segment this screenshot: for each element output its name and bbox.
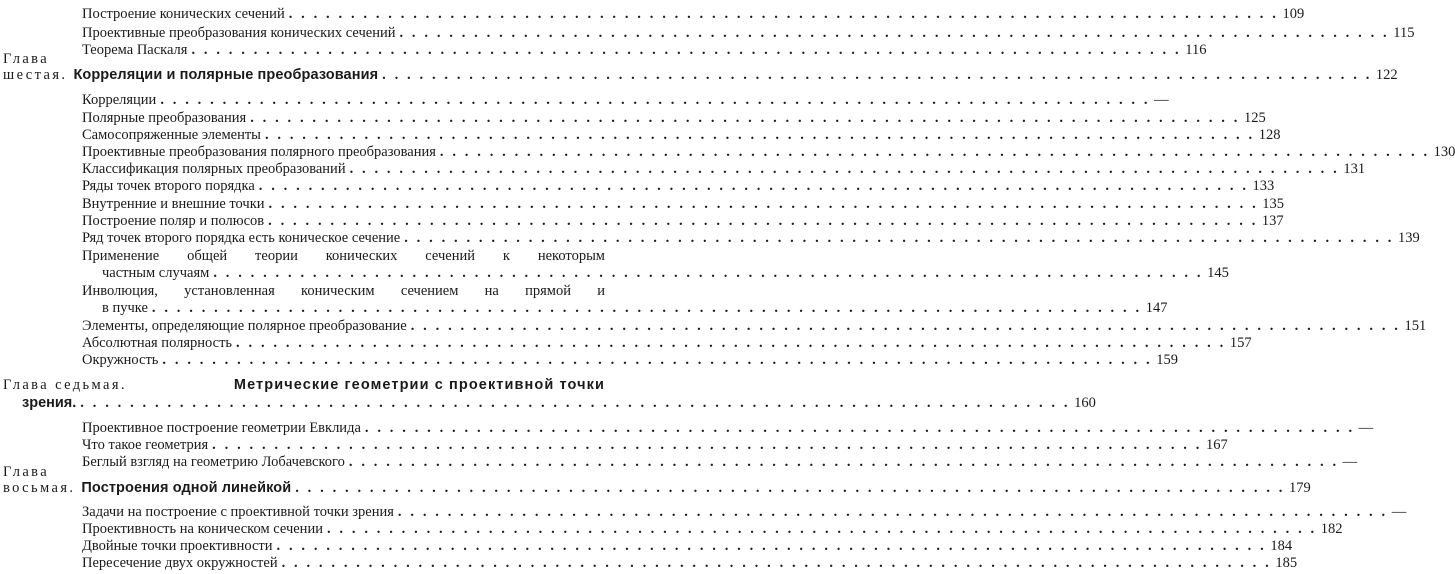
entry-title[interactable]: Проективные преобразования полярного преобразования — [82, 144, 436, 160]
dot-leader: . . . . . . . . . . . . . . . . . . . . . . . . . . . . . . . . . . . . . . . . . . . . . . . . . . . . . . . . . . . . . . . . . . . . . . . . . . . . . . . . — [236, 335, 1226, 351]
dot-leader: . . . . . . . . . . . . . . . . . . . . . . . . . . . . . . . . . . . . . . . . . . . . . . . . . . . . . . . . . . . . . . . . . . . . . . . . . . . . . . . . — [349, 161, 1340, 177]
page-number: 109 — [1282, 6, 1305, 22]
entry-title[interactable]: Инволюция, установленная коническим сечением на прямой и — [82, 283, 605, 299]
page-number: 157 — [1229, 335, 1252, 351]
dot-leader: . . . . . . . . . . . . . . . . . . . . . . . . . . . . . . . . . . . . . . . . . . . . . . . . . . . . . . . . . . . . . . . . . . . . . . . . . . . . . . . . — [212, 437, 1202, 453]
dot-leader: . . . . . . . . . . . . . . . . . . . . . . . . . . . . . . . . . . . . . . . . . . . . . . . . . . . . . . . . . . . . . . . . . . . . . . . . . . . . . . . . — [151, 300, 1142, 316]
entry-title[interactable]: Абсолютная полярность — [82, 335, 233, 351]
entry-title[interactable]: Ряды точек второго порядка — [82, 178, 255, 194]
page-number: 139 — [1398, 230, 1420, 246]
toc-entry — [0, 2, 1305, 22]
dot-leader: . . . . . . . . . . . . . . . . . . . . . . . . . . . . . . . . . . . . . . . . . . . . . . . . . . . . . . . . . . . . . . . . . . . . . . . . . . . . . . . . — [397, 504, 1388, 520]
entry-title[interactable]: Корреляции — [82, 92, 157, 108]
dot-leader: . . . . . . . . . . . . . . . . . . . . . . . . . . . . . . . . . . . . . . . . . . . . . . . . . . . . . . . . . . . . . . . . . . . . . . . . . . . . . . . . — [295, 480, 1286, 496]
dot-leader: . . . . . . . . . . . . . . . . . . . . . . . . . . . . . . . . . . . . . . . . . . . . . . . . . . . . . . . . . . . . . . . . . . . . . . . . . . . . . . . . — [326, 521, 1317, 537]
entry-title[interactable]: Двойные точки проективности — [82, 538, 273, 554]
entry-title-cont[interactable]: в пучке — [102, 300, 148, 316]
entry-title[interactable]: Беглый взгляд на геометрию Лобачевского — [82, 454, 345, 470]
chapter-label: Глава шестая. — [3, 51, 68, 83]
entry-title[interactable]: Что такое геометрия — [82, 437, 209, 453]
entry-title[interactable]: Задачи на построение с проективной точки зрения — [82, 504, 394, 520]
dot-leader: . . . . . . . . . . . . . . . . . . . . . . . . . . . . . . . . . . . . . . . . . . . . . . . . . . . . . . . . . . . . . . . . . . . . . . . . . . . . . . . . — [399, 25, 1390, 41]
entry-title[interactable]: Построение конических сечений — [82, 6, 285, 22]
dot-leader: . . . . . . . . . . . . . . . . . . . . . . . . . . . . . . . . . . . . . . . . . . . . . . . . . . . . . . . . . . . . . . . . . . . . . . . . . . . . . . . . — [281, 555, 1272, 571]
page-number: 135 — [1262, 196, 1285, 212]
dot-leader: . . . . . . . . . . . . . . . . . . . . . . . . . . . . . . . . . . . . . . . . . . . . . . . . . . . . . . . . . . . . . . . . . . . . . . . . . . . . . . . . — [268, 213, 1258, 229]
dot-leader: . . . . . . . . . . . . . . . . . . . . . . . . . . . . . . . . . . . . . . . . . . . . . . . . . . . . . . . . . . . . . . . . . . . . . . . . . . . . . . . . — [382, 67, 1372, 83]
page-number: 184 — [1270, 538, 1293, 554]
toc-entry-continuation — [0, 296, 1168, 316]
page-number: 145 — [1207, 265, 1229, 281]
dot-leader: . . . . . . . . . . . . . . . . . . . . . . . . . . . . . . . . . . . . . . . . . . . . . . . . . . . . . . . . . . . . . . . . . . . . . . . . . . . . . . . . — [268, 196, 1259, 212]
toc-entry — [0, 174, 1275, 194]
entry-title[interactable]: Проективные преобразования конических сечений — [82, 25, 396, 41]
entry-title[interactable]: Построение поляр и полюсов — [82, 213, 265, 229]
toc-entry — [0, 348, 1178, 368]
page-number: 147 — [1145, 300, 1168, 316]
chapter-heading-continuation — [0, 391, 1096, 411]
toc-entry — [0, 226, 1420, 246]
page-number: 125 — [1243, 110, 1266, 126]
page-number: 115 — [1393, 25, 1415, 41]
dot-leader: . . . . . . . . . . . . . . . . . . . . . . . . . . . . . . . . . . . . . . . . . . . . . . . . . . . . . . . . . . . . . . . . . . . . . . . . . . . . . . . . — [410, 318, 1401, 334]
page-number: 182 — [1320, 521, 1343, 537]
entry-title[interactable]: Полярные преобразования — [82, 110, 247, 126]
chapter-heading — [0, 51, 1398, 83]
toc-entry — [0, 551, 1298, 571]
page-number: 179 — [1289, 480, 1311, 496]
toc-entry — [0, 88, 1169, 108]
dot-leader: . . . . . . . . . . . . . . . . . . . . . . . . . . . . . . . . . . . . . . . . . . . . . . . . . . . . . . . . . . . . . . . . . . . . . . . . . . . . . . . . — [364, 420, 1355, 436]
entry-title-cont[interactable]: частным случаям — [102, 265, 210, 281]
chapter-title[interactable]: Корреляции и полярные преобразования — [73, 67, 379, 83]
page-number: 130 — [1433, 144, 1455, 160]
page-number: 167 — [1205, 437, 1228, 453]
dot-leader: . . . . . . . . . . . . . . . . . . . . . . . . . . . . . . . . . . . . . . . . . . . . . . . . . . . . . . . . . . . . . . . . . . . . . . . . . . . . . . . . — [213, 265, 1204, 281]
chapter-label: Глава седьмая. — [3, 377, 127, 393]
chapter-label: Глава восьмая. — [3, 464, 76, 496]
toc-entry — [0, 450, 1358, 470]
dot-leader: . . . . . . . . . . . . . . . . . . . . . . . . . . . . . . . . . . . . . . . . . . . . . . . . . . . . . . . . . . . . . . . . . . . . . . . . . . . . . . . . — [191, 42, 1182, 58]
page-number: — — [1358, 420, 1374, 436]
dot-leader: . . . . . . . . . . . . . . . . . . . . . . . . . . . . . . . . . . . . . . . . . . . . . . . . . . . . . . . . . . . . . . . . . . . . . . . . . . . . . . . . — [288, 6, 1279, 22]
page-number: — — [1342, 454, 1358, 470]
chapter-title[interactable]: Построения одной линейкой — [81, 480, 292, 496]
toc-entry — [0, 38, 1207, 58]
entry-title[interactable]: Проективность на коническом сечении — [82, 521, 323, 537]
page-number: 151 — [1404, 318, 1427, 334]
dot-leader: . . . . . . . . . . . . . . . . . . . . . . . . . . . . . . . . . . . . . . . . . . . . . . . . . . . . . . . . . . . . . . . . . . . . . . . . . . . . . . . . — [264, 127, 1255, 143]
page-number: 185 — [1275, 555, 1298, 571]
dot-leader: . . . . . . . . . . . . . . . . . . . . . . . . . . . . . . . . . . . . . . . . . . . . . . . . . . . . . . . . . . . . . . . . . . . . . . . . . . . . . . . . — [348, 454, 1339, 470]
entry-title[interactable]: Элементы, определяющие полярное преобразование — [82, 318, 407, 334]
dot-leader: . . . . . . . . . . . . . . . . . . . . . . . . . . . . . . . . . . . . . . . . . . . . . . . . . . . . . . . . . . . . . . . . . . . . . . . . . . . . . . . . — [162, 352, 1153, 368]
page-number: 159 — [1156, 352, 1178, 368]
entry-title[interactable]: Применение общей теории конических сечений к некоторым — [82, 248, 605, 264]
entry-title[interactable]: Теорема Паскаля — [82, 42, 188, 58]
dot-leader: . . . . . . . . . . . . . . . . . . . . . . . . . . . . . . . . . . . . . . . . . . . . . . . . . . . . . . . . . . . . . . . . . . . . . . . . . . . . . . . . — [258, 178, 1249, 194]
page-number: — — [1154, 92, 1169, 108]
entry-title[interactable]: Самосопряженные элементы — [82, 127, 261, 143]
page-number: 128 — [1258, 127, 1281, 143]
dot-leader: . . . . . . . . . . . . . . . . . . . . . . . . . . . . . . . . . . . . . . . . . . . . . . . . . . . . . . . . . . . . . . . . . . . . . . . . . . . . . . . . — [250, 110, 1240, 126]
page-number: — — [1391, 504, 1407, 520]
dot-leader: . . . . . . . . . . . . . . . . . . . . . . . . . . . . . . . . . . . . . . . . . . . . . . . . . . . . . . . . . . . . . . . . . . . . . . . . . . . . . . . . — [80, 395, 1071, 411]
page-number: 122 — [1375, 67, 1398, 83]
entry-title[interactable]: Пересечение двух окружностей — [82, 555, 278, 571]
page-number: 133 — [1252, 178, 1275, 194]
entry-title[interactable]: Классификация полярных преобразований — [82, 161, 346, 177]
chapter-heading — [0, 464, 1311, 496]
dot-leader: . . . . . . . . . . . . . . . . . . . . . . . . . . . . . . . . . . . . . . . . . . . . . . . . . . . . . . . . . . . . . . . . . . . . . . . . . . . . . . . . — [439, 144, 1430, 160]
entry-title[interactable]: Проективное построение геометрии Евклида — [82, 420, 361, 436]
dot-leader: . . . . . . . . . . . . . . . . . . . . . . . . . . . . . . . . . . . . . . . . . . . . . . . . . . . . . . . . . . . . . . . . . . . . . . . . . . . . . . . . — [276, 538, 1267, 554]
chapter-title[interactable]: Метрические геометрии с проективной точки — [233, 377, 605, 393]
page-number: 116 — [1185, 42, 1207, 58]
chapter-heading — [0, 373, 642, 393]
chapter-title-cont[interactable]: зрения. — [22, 395, 77, 411]
dot-leader: . . . . . . . . . . . . . . . . . . . . . . . . . . . . . . . . . . . . . . . . . . . . . . . . . . . . . . . . . . . . . . . . . . . . . . . . . . . . . . . . — [160, 92, 1151, 108]
entry-title[interactable]: Окружность — [82, 352, 159, 368]
page-number: 160 — [1074, 395, 1096, 411]
entry-title[interactable]: Ряд точек второго порядка есть коническое сечение — [82, 230, 401, 246]
toc-entry-continuation — [0, 261, 1229, 281]
entry-title[interactable]: Внутренние и внешние точки — [82, 196, 265, 212]
dot-leader: . . . . . . . . . . . . . . . . . . . . . . . . . . . . . . . . . . . . . . . . . . . . . . . . . . . . . . . . . . . . . . . . . . . . . . . . . . . . . . . . — [404, 230, 1394, 246]
page-number: 131 — [1343, 161, 1366, 177]
page-number: 137 — [1261, 213, 1284, 229]
